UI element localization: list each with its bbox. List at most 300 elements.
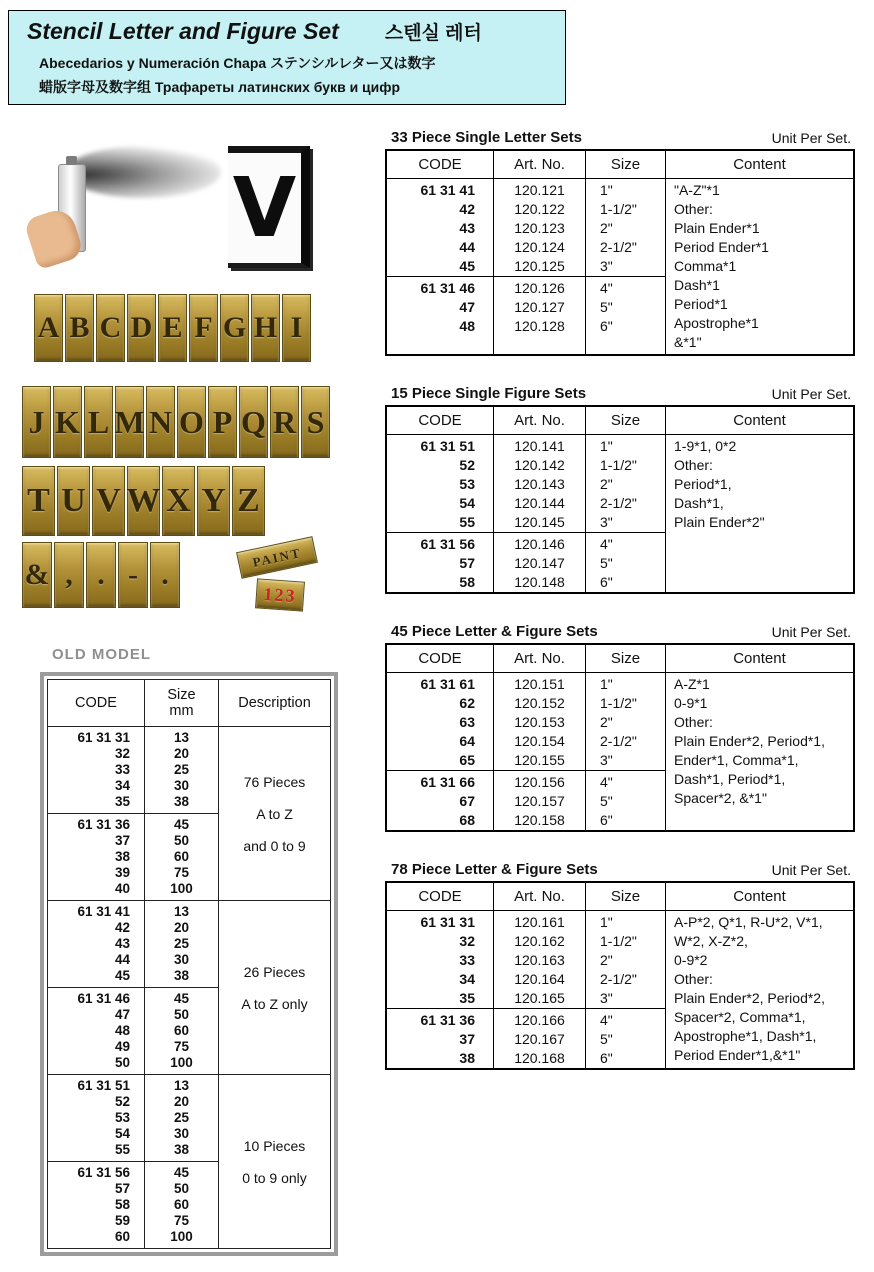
code-cell: 61 31 31: [77, 730, 130, 745]
art-no-cell: 120.164: [514, 971, 565, 987]
code-cell: 57: [459, 555, 475, 571]
size-header: [144, 680, 218, 726]
table-header-row: [387, 883, 853, 911]
code-cell: 65: [459, 752, 475, 768]
size-cell: 38: [173, 1142, 190, 1157]
code-cell: 54: [459, 495, 475, 511]
art-no-cell: 120.125: [514, 258, 565, 274]
code-cell: 35: [114, 794, 130, 809]
size-cell: 2-1/2": [600, 495, 637, 511]
description-header: Description: [218, 680, 330, 726]
size-column: [585, 911, 665, 1068]
code-cell: 64: [459, 733, 475, 749]
art-no-cell: 120.145: [514, 514, 565, 530]
content-column: [665, 673, 853, 830]
size-cell: 2-1/2": [600, 971, 637, 987]
code-cell: 55: [459, 514, 475, 530]
size-header-line2: mm: [169, 703, 194, 719]
size-cell: 75: [173, 1039, 190, 1054]
art-no-cell: 120.158: [514, 812, 565, 828]
art-no-column: [493, 435, 585, 592]
code-cell: 61 31 41: [77, 904, 130, 919]
art-no-column: [493, 179, 585, 354]
table-body: [387, 179, 853, 354]
size-cell: 4": [600, 280, 613, 296]
content-line: Period Ender*1: [674, 239, 769, 255]
size-column: [585, 673, 665, 830]
old-model-table-inner: [47, 679, 331, 1249]
small-stencils: [234, 538, 326, 618]
content-header: Content: [665, 151, 853, 178]
stencil-plate: V: [92, 466, 125, 536]
content-column: [665, 911, 853, 1068]
description-line: A to Z only: [241, 995, 308, 1012]
brass-strip-row-2: [22, 386, 330, 458]
size-cell: 60: [173, 1023, 190, 1038]
code-cell: 43: [114, 936, 130, 951]
table-body: [387, 673, 853, 830]
stencil-plate: A: [34, 294, 63, 362]
art-no-cell: 120.166: [514, 1012, 565, 1028]
art-no-cell: 120.167: [514, 1031, 565, 1047]
code-cell: 33: [459, 952, 475, 968]
code-cell: 35: [459, 990, 475, 1006]
code-cell: 34: [114, 778, 130, 793]
code-cell: 61 31 36: [420, 1012, 475, 1028]
content-line: Apostrophe*1, Dash*1,: [674, 1028, 817, 1044]
art-no-cell: 120.128: [514, 318, 565, 334]
code-cell: 57: [114, 1181, 130, 1196]
code-cell: 50: [114, 1055, 130, 1070]
size-cell: 2": [600, 714, 613, 730]
size-cell: 3": [600, 752, 613, 768]
code-column: [48, 727, 144, 900]
code-cell: 61 31 66: [420, 774, 475, 790]
brass-strip-row-3: [22, 466, 265, 536]
code-cell: 59: [114, 1213, 130, 1228]
code-column: [387, 911, 493, 1068]
art-no-cell: 120.165: [514, 990, 565, 1006]
table-body: [387, 435, 853, 592]
content-column: [665, 179, 853, 354]
table-titlebar: [385, 378, 855, 405]
code-cell: 61 31 51: [420, 438, 475, 454]
code-header: CODE: [75, 695, 117, 711]
art-no-cell: 120.141: [514, 438, 565, 454]
code-cell: 38: [114, 849, 130, 864]
stencil-plate: X: [162, 466, 195, 536]
code-cell: 61 31 56: [420, 536, 475, 552]
size-cell: 6": [600, 812, 613, 828]
stencil-plate: ,: [54, 542, 84, 608]
stencil-plate: S: [301, 386, 330, 458]
content-line: Other:: [674, 714, 713, 730]
size-cell: 50: [173, 1181, 190, 1196]
table-78-piece-letter-figure-sets: [385, 854, 855, 1070]
stencil-plate: B: [65, 294, 94, 362]
size-cell: 1": [600, 914, 613, 930]
art-no-header: Art. No.: [493, 883, 585, 910]
size-cell: 13: [173, 730, 190, 745]
size-cell: 13: [173, 904, 190, 919]
art-no-cell: 120.163: [514, 952, 565, 968]
stencil-plate: Y: [197, 466, 230, 536]
art-no-cell: 120.122: [514, 201, 565, 217]
title-row: [27, 18, 565, 45]
code-cell: 52: [459, 457, 475, 473]
content-line: Other:: [674, 201, 713, 217]
stencil-plate: &: [22, 542, 52, 608]
code-cell: 61 31 56: [77, 1165, 130, 1180]
stencil-plate: N: [146, 386, 175, 458]
content-header: Content: [665, 645, 853, 672]
code-cell: 42: [114, 920, 130, 935]
size-cell: 6": [600, 574, 613, 590]
description-line: A to Z: [256, 805, 293, 822]
art-no-cell: 120.156: [514, 774, 565, 790]
code-cell: 61 31 61: [420, 676, 475, 692]
code-cell: 47: [114, 1007, 130, 1022]
art-no-cell: 120.144: [514, 495, 565, 511]
size-cell: 4": [600, 774, 613, 790]
brass-strip-row-1: [34, 294, 311, 362]
code-cell: 63: [459, 714, 475, 730]
size-cell: 1": [600, 182, 613, 198]
content-line: Ender*1, Comma*1,: [674, 752, 799, 768]
code-cell: 58: [114, 1197, 130, 1212]
code-cell: 68: [459, 812, 475, 828]
stencil-plate: U: [57, 466, 90, 536]
unit-per-set-note: Unit Per Set.: [771, 386, 851, 402]
size-header: Size: [585, 645, 665, 672]
size-cell: 4": [600, 536, 613, 552]
old-model-header-row: [48, 680, 330, 727]
content-line: Spacer*2, Comma*1,: [674, 1009, 806, 1025]
code-cell: 48: [459, 318, 475, 334]
size-header: Size: [585, 151, 665, 178]
art-no-cell: 120.143: [514, 476, 565, 492]
art-no-header: Art. No.: [493, 645, 585, 672]
art-no-cell: 120.142: [514, 457, 565, 473]
size-cell: 75: [173, 865, 190, 880]
art-no-cell: 120.155: [514, 752, 565, 768]
content-line: Other:: [674, 971, 713, 987]
size-cell: 5": [600, 299, 613, 315]
unit-per-set-note: Unit Per Set.: [771, 624, 851, 640]
content-line: A-Z*1: [674, 676, 710, 692]
size-cell: 25: [173, 936, 190, 951]
art-no-cell: 120.124: [514, 239, 565, 255]
subtitle-spanish-japanese: Abecedarios y Numeración Chapa ステンシルレター又は数字: [39, 55, 436, 71]
content-line: Dash*1: [674, 277, 720, 293]
table-titlebar: [385, 122, 855, 149]
code-cell: 67: [459, 793, 475, 809]
code-cell: 38: [459, 1050, 475, 1066]
art-no-cell: 120.153: [514, 714, 565, 730]
code-cell: 32: [459, 933, 475, 949]
stencil-plate: W: [127, 466, 160, 536]
stencil-plate: I: [282, 294, 311, 362]
content-line: A-P*2, Q*1, R-U*2, V*1,: [674, 914, 823, 930]
description-cell: [218, 1075, 330, 1248]
code-column: [387, 179, 493, 354]
subtitle-chinese-russian: 蜡版字母及数字组 Трафареты латинских букв и цифр: [39, 79, 401, 95]
small-paint-stencil: PAINT: [236, 536, 318, 579]
content-line: Plain Ender*1: [674, 220, 760, 236]
code-cell: 58: [459, 574, 475, 590]
code-column: [48, 1075, 144, 1248]
size-cell: 6": [600, 1050, 613, 1066]
size-cell: 20: [173, 1094, 190, 1109]
size-column: [585, 435, 665, 592]
content-line: Apostrophe*1: [674, 315, 759, 331]
code-cell: 61 31 41: [420, 182, 475, 198]
size-cell: 1-1/2": [600, 695, 637, 711]
stencil-plate: K: [53, 386, 82, 458]
table-titlebar: [385, 616, 855, 643]
content-line: Comma*1: [674, 258, 737, 274]
size-cell: 30: [173, 952, 190, 967]
size-cell: 45: [173, 817, 190, 832]
code-cell: 44: [114, 952, 130, 967]
art-no-header: Art. No.: [493, 407, 585, 434]
stencil-plate: M: [115, 386, 144, 458]
code-cell: 54: [114, 1126, 130, 1141]
code-cell: 44: [459, 239, 475, 255]
content-line: 0-9*2: [674, 952, 708, 968]
size-cell: 25: [173, 1110, 190, 1125]
art-no-column: [493, 673, 585, 830]
code-cell: 39: [114, 865, 130, 880]
code-cell: 61 31 51: [77, 1078, 130, 1093]
size-cell: 4": [600, 1012, 613, 1028]
stencil-plate: L: [84, 386, 113, 458]
old-model-section-3: [48, 1074, 330, 1248]
art-no-cell: 120.147: [514, 555, 565, 571]
code-cell: 47: [459, 299, 475, 315]
stencil-plate: G: [220, 294, 249, 362]
description-line: 26 Pieces: [243, 963, 306, 980]
code-cell: 61 31 36: [77, 817, 130, 832]
stencil-plate: D: [127, 294, 156, 362]
stencil-plate: J: [22, 386, 51, 458]
code-cell: 42: [459, 201, 475, 217]
table: [385, 149, 855, 356]
content-line: Dash*1,: [674, 495, 724, 511]
art-no-header: Art. No.: [493, 151, 585, 178]
size-column: [144, 1075, 218, 1248]
size-cell: 20: [173, 920, 190, 935]
size-cell: 1-1/2": [600, 933, 637, 949]
size-cell: 5": [600, 555, 613, 571]
size-header-line1: Size: [167, 687, 196, 703]
size-cell: 100: [170, 881, 193, 896]
art-no-cell: 120.162: [514, 933, 565, 949]
size-cell: 50: [173, 833, 190, 848]
spray-nozzle: [66, 156, 77, 165]
code-cell: 55: [114, 1142, 130, 1157]
stencil-plate: Q: [239, 386, 268, 458]
old-model-section-1: [48, 727, 330, 900]
size-cell: 50: [173, 1007, 190, 1022]
description-cell: [218, 727, 330, 900]
size-cell: 1": [600, 676, 613, 692]
code-cell: 45: [114, 968, 130, 983]
content-line: Period*1,: [674, 476, 732, 492]
table-header-row: [387, 645, 853, 673]
table-45-piece-letter-figure-sets: [385, 616, 855, 832]
code-cell: 33: [114, 762, 130, 777]
content-header: Content: [665, 407, 853, 434]
page-title-korean: 스텐실 레터: [384, 23, 482, 44]
stencil-plate: C: [96, 294, 125, 362]
size-cell: 1": [600, 438, 613, 454]
code-cell: 45: [459, 258, 475, 274]
content-line: Plain Ender*2, Period*2,: [674, 990, 825, 1006]
content-column: [665, 435, 853, 592]
table-title: 45 Piece Letter & Figure Sets: [391, 623, 598, 640]
size-cell: 100: [170, 1055, 193, 1070]
art-no-cell: 120.168: [514, 1050, 565, 1066]
size-cell: 30: [173, 778, 190, 793]
code-cell: 62: [459, 695, 475, 711]
art-no-cell: 120.127: [514, 299, 565, 315]
size-cell: 13: [173, 1078, 190, 1093]
size-cell: 2": [600, 476, 613, 492]
table: [385, 405, 855, 594]
code-cell: 43: [459, 220, 475, 236]
size-cell: 5": [600, 1031, 613, 1047]
content-line: Other:: [674, 457, 713, 473]
table-header-row: [387, 151, 853, 179]
stencil-plate: -: [118, 542, 148, 608]
page-title: Stencil Letter and Figure Set: [27, 18, 339, 44]
content-line: W*2, X-Z*2,: [674, 933, 748, 949]
table-title: 15 Piece Single Figure Sets: [391, 385, 587, 402]
spray-demo-image: [28, 140, 223, 265]
code-cell: 53: [459, 476, 475, 492]
size-cell: 25: [173, 762, 190, 777]
code-header: CODE: [418, 888, 462, 905]
code-cell: 48: [114, 1023, 130, 1038]
brass-strip-row-4: [22, 542, 180, 608]
unit-per-set-note: Unit Per Set.: [771, 862, 851, 878]
size-cell: 2": [600, 952, 613, 968]
table-33-piece-single-letter-sets: [385, 122, 855, 356]
size-cell: 60: [173, 1197, 190, 1212]
code-cell: 61 31 31: [420, 914, 475, 930]
size-cell: 100: [170, 1229, 193, 1244]
stencil-plate: T: [22, 466, 55, 536]
old-model-label: OLD MODEL: [52, 646, 151, 663]
size-cell: 2": [600, 220, 613, 236]
table-title: 33 Piece Single Letter Sets: [391, 129, 582, 146]
content-line: 1-9*1, 0*2: [674, 438, 737, 454]
code-cell: 49: [114, 1039, 130, 1054]
content-line: Dash*1, Period*1,: [674, 771, 786, 787]
unit-per-set-note: Unit Per Set.: [771, 130, 851, 146]
description-line: 0 to 9 only: [242, 1169, 307, 1186]
size-cell: 2-1/2": [600, 733, 637, 749]
size-cell: 3": [600, 990, 613, 1006]
content-line: 0-9*1: [674, 695, 708, 711]
stencil-plate: E: [158, 294, 187, 362]
art-no-cell: 120.152: [514, 695, 565, 711]
stencil-plate: P: [208, 386, 237, 458]
size-cell: 1-1/2": [600, 201, 637, 217]
code-column: [48, 901, 144, 1074]
code-cell: 61 31 46: [420, 280, 475, 296]
stencil-plate: Z: [232, 466, 265, 536]
art-no-cell: 120.146: [514, 536, 565, 552]
old-model-section-2: [48, 900, 330, 1074]
code-header: CODE: [418, 650, 462, 667]
art-no-cell: 120.121: [514, 182, 565, 198]
page-header: [8, 10, 566, 105]
art-no-cell: 120.154: [514, 733, 565, 749]
size-cell: 5": [600, 793, 613, 809]
description-cell: [218, 901, 330, 1074]
stencil-letter-sample: [228, 146, 310, 268]
size-cell: 3": [600, 258, 613, 274]
code-cell: 40: [114, 881, 130, 896]
table: [385, 643, 855, 832]
stencil-plate: .: [150, 542, 180, 608]
size-column: [144, 901, 218, 1074]
art-no-cell: 120.148: [514, 574, 565, 590]
table-body: [387, 911, 853, 1068]
stencil-plate: R: [270, 386, 299, 458]
size-cell: 75: [173, 1213, 190, 1228]
content-line: Spacer*2, &*1": [674, 790, 767, 806]
stencil-plate: .: [86, 542, 116, 608]
table-15-piece-single-figure-sets: [385, 378, 855, 594]
stencil-plate: F: [189, 294, 218, 362]
content-line: Period Ender*1,&*1": [674, 1047, 801, 1063]
code-cell: 61 31 46: [77, 991, 130, 1006]
table-header-row: [387, 407, 853, 435]
code-cell: 52: [114, 1094, 130, 1109]
code-column: [387, 673, 493, 830]
content-line: Period*1: [674, 296, 728, 312]
stencil-plate: H: [251, 294, 280, 362]
code-cell: 60: [114, 1229, 130, 1244]
content-header: Content: [665, 883, 853, 910]
size-header: Size: [585, 407, 665, 434]
code-cell: 32: [114, 746, 130, 761]
art-no-column: [493, 911, 585, 1068]
stencil-plate: O: [177, 386, 206, 458]
content-line: "A-Z"*1: [674, 182, 720, 198]
code-column: [387, 435, 493, 592]
size-cell: 38: [173, 968, 190, 983]
size-column: [144, 727, 218, 900]
code-header: CODE: [418, 412, 462, 429]
size-cell: 6": [600, 318, 613, 334]
product-tables-column: [385, 122, 855, 1092]
art-no-cell: 120.123: [514, 220, 565, 236]
code-header: CODE: [418, 156, 462, 173]
content-line: Plain Ender*2": [674, 514, 765, 530]
size-cell: 38: [173, 794, 190, 809]
size-column: [585, 179, 665, 354]
table-title: 78 Piece Letter & Figure Sets: [391, 861, 598, 878]
art-no-cell: 120.151: [514, 676, 565, 692]
art-no-cell: 120.126: [514, 280, 565, 296]
code-cell: 37: [114, 833, 130, 848]
small-123-stencil: 123: [255, 578, 305, 611]
size-header: Size: [585, 883, 665, 910]
